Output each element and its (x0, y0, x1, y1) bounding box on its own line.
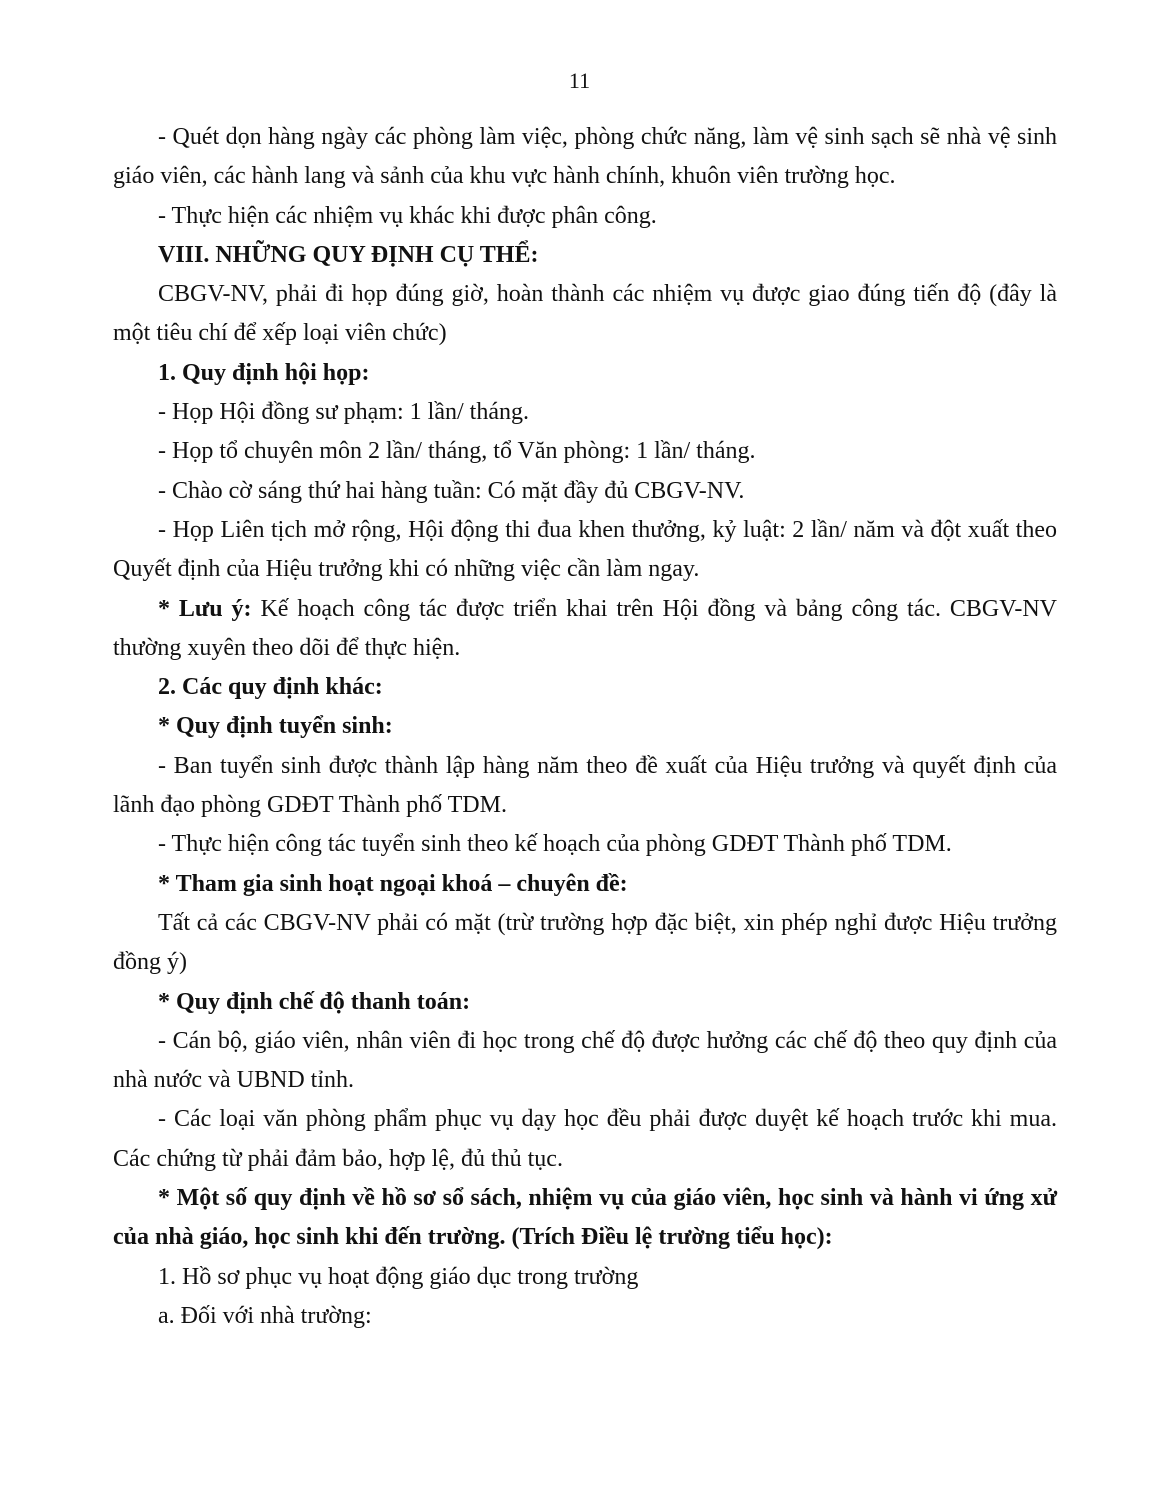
list-item: - Họp Liên tịch mở rộng, Hội động thi đua khen thưởng, kỷ luật: 2 lần/ năm và đột xuất theo Quyết định của Hiệu trưởng khi có những việc cần làm ngay. (113, 516, 1057, 583)
section-heading-viii: VIII. NHỮNG QUY ĐỊNH CỤ THỂ: (158, 241, 539, 268)
paragraph-for-school: a. Đối với nhà trường: (158, 1302, 372, 1329)
paragraph-meeting-punctuality: CBGV-NV, phải đi họp đúng giờ, hoàn thành các nhiệm vụ được giao đúng tiến độ (đây là một tiêu chí để xếp loại viên chức) (113, 281, 1057, 347)
paragraph-note (113, 590, 1057, 669)
list-item: - Họp Hội đồng sư phạm: 1 lần/ tháng. (158, 399, 529, 426)
paragraph-other-duties: - Thực hiện các nhiệm vụ khác khi được phân công. (158, 202, 657, 229)
subheading-meeting-rules: 1. Quy định hội họp: (158, 359, 370, 386)
list-item: - Thực hiện công tác tuyển sinh theo kế hoạch của phòng GDĐT Thành phố TDM. (158, 831, 952, 858)
list-item: - Ban tuyển sinh được thành lập hàng năm theo đề xuất của Hiệu trưởng và quyết định của lãnh đạo phòng GDĐT Thành phố TDM. (113, 752, 1057, 819)
paragraph-records: 1. Hồ sơ phục vụ hoạt động giáo dục trong trường (158, 1263, 639, 1290)
subheading-enrollment: * Quy định tuyển sinh: (158, 713, 393, 740)
subheading-extracurricular: * Tham gia sinh hoạt ngoại khoá – chuyên đề: (158, 870, 628, 897)
note-text: Kế hoạch công tác được triển khai trên Hội đồng và bảng công tác. CBGV-NV thường xuyên theo dõi để thực hiện. (113, 595, 1058, 661)
subheading-payment: * Quy định chế độ thanh toán: (158, 988, 471, 1015)
page-number: 11 (568, 68, 591, 93)
list-item: - Cán bộ, giáo viên, nhân viên đi học trong chế độ được hưởng các chế độ theo quy định của nhà nước và UBND tỉnh. (113, 1027, 1057, 1094)
subheading-other-rules: 2. Các quy định khác: (158, 674, 383, 701)
paragraph-cleaning-duties: - Quét dọn hàng ngày các phòng làm việc, phòng chức năng, làm vệ sinh sạch sẽ nhà vệ sinh giáo viên, các hành lang và sảnh của khu vực hành chính, khuôn viên trường học. (113, 124, 1057, 190)
note-label: * Lưu ý: (158, 595, 252, 622)
list-item: - Họp tổ chuyên môn 2 lần/ tháng, tổ Văn phòng: 1 lần/ tháng. (158, 438, 756, 465)
list-item: - Các loại văn phòng phẩm phục vụ dạy học đều phải được duyệt kế hoạch trước khi mua. Các chứng từ phải đảm bảo, hợp lệ, đủ thủ tục. (113, 1106, 1057, 1172)
paragraph-attendance: Tất cả các CBGV-NV phải có mặt (trừ trường hợp đặc biệt, xin phép nghỉ được Hiệu trưởng đồng ý) (113, 909, 1057, 976)
list-item: - Chào cờ sáng thứ hai hàng tuần: Có mặt đầy đủ CBGV-NV. (158, 477, 745, 504)
document-body (113, 118, 1057, 1336)
subheading-records-regulations: * Một số quy định về hồ sơ sổ sách, nhiệm vụ của giáo viên, học sinh và hành vi ứng xử của nhà giáo, học sinh khi đến trường. (Trích Điều lệ trường tiểu học): (113, 1185, 1057, 1251)
